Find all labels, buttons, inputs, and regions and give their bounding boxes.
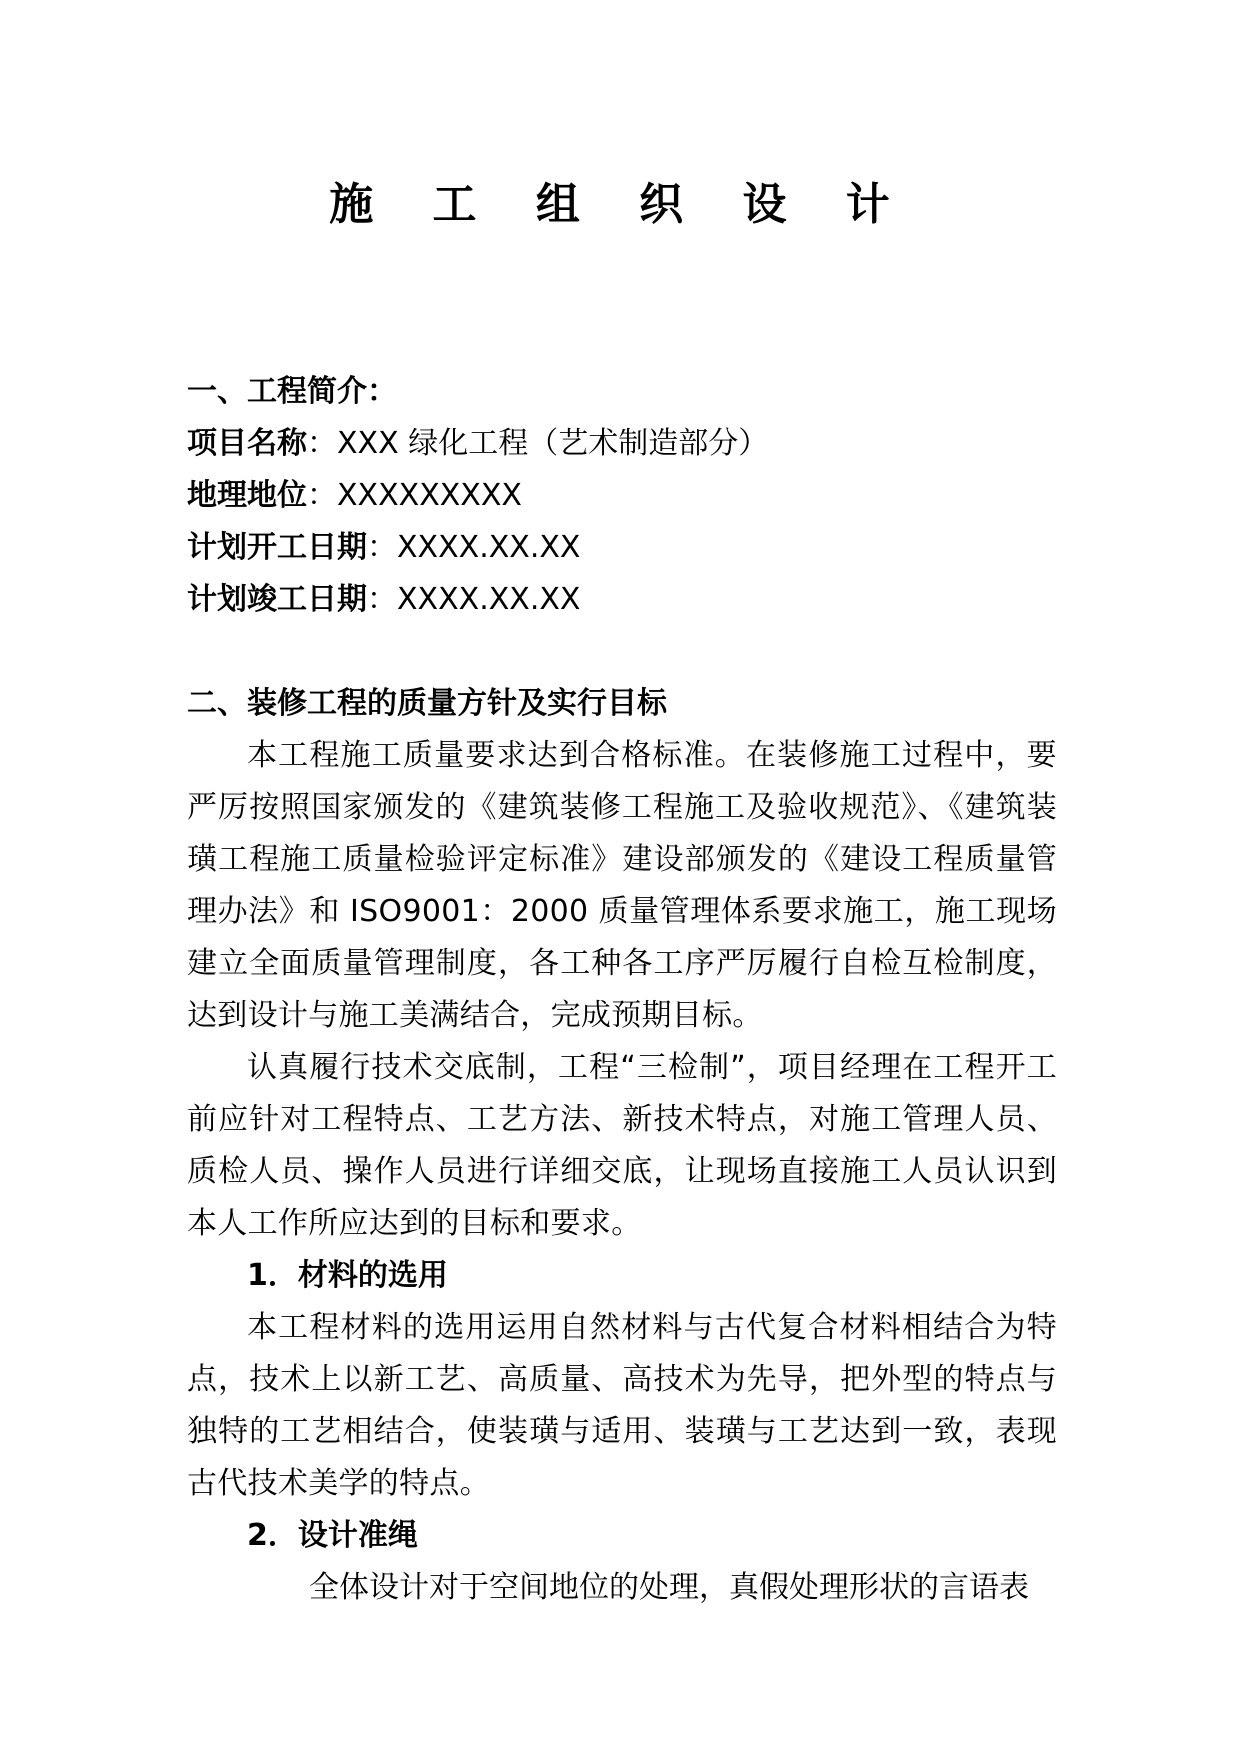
info-value: ：XXXX.XX.XX: [367, 582, 581, 617]
subsection-paragraph-materials: 本工程材料的选用运用自然材料与古代复合材料相结合为特点，技术上以新工艺、高质量、高技术为先导，把外型的特点与独特的工艺相结合，使装璜与适用、装璜与工艺达到一致，表现古代技术美学的特点。: [187, 1310, 1057, 1501]
info-project-name: [187, 418, 1057, 470]
subsection-paragraph-design: 全体设计对于空间地位的处理，真假处理形状的言语表: [309, 1570, 1029, 1605]
subsection-heading-design: 2．设计准绳: [247, 1518, 418, 1553]
document-body: [187, 366, 1057, 1614]
section2-paragraph: 本工程施工质量要求达到合格标准。在装修施工过程中，要严厉按照国家颁发的《建筑装修工程施工及验收规范》、《建筑装璜工程施工质量检验评定标准》建设部颁发的《建设工程质量管理办法》和 ISO9001：2000 质量管理体系要求施工，施工现场建立全面质量管理制度，各工种各工序严厉履行自检互检制度，达到设计与施工美满结合，完成预期目标。: [187, 738, 1057, 1033]
info-value: ：XXX 绿化工程（艺术制造部分）: [307, 426, 769, 461]
section1-heading: 一、工程简介：: [187, 374, 397, 409]
info-start-date: [187, 522, 1057, 574]
section2-paragraph: 认真履行技术交底制，工程“三检制”，项目经理在工程开工前应针对工程特点、工艺方法、新技术特点，对施工管理人员、质检人员、操作人员进行详细交底，让现场直接施工人员认识到本人工作所应达到的目标和要求。: [187, 1050, 1057, 1241]
info-value: ：XXXXXXXXX: [307, 478, 522, 513]
info-label: 计划竣工日期: [187, 582, 367, 617]
info-location: [187, 470, 1057, 522]
info-label: 地理地位: [187, 478, 307, 513]
info-label: 项目名称: [187, 426, 307, 461]
subsection-heading-materials: 1．材料的选用: [247, 1258, 448, 1293]
info-label: 计划开工日期: [187, 530, 367, 565]
spacer: [187, 626, 1057, 678]
info-value: ：XXXX.XX.XX: [367, 530, 581, 565]
section2-heading: 二、装修工程的质量方针及实行目标: [187, 686, 667, 721]
document-title: 施 工 组 织 设 计: [329, 179, 912, 230]
info-end-date: [187, 574, 1057, 626]
